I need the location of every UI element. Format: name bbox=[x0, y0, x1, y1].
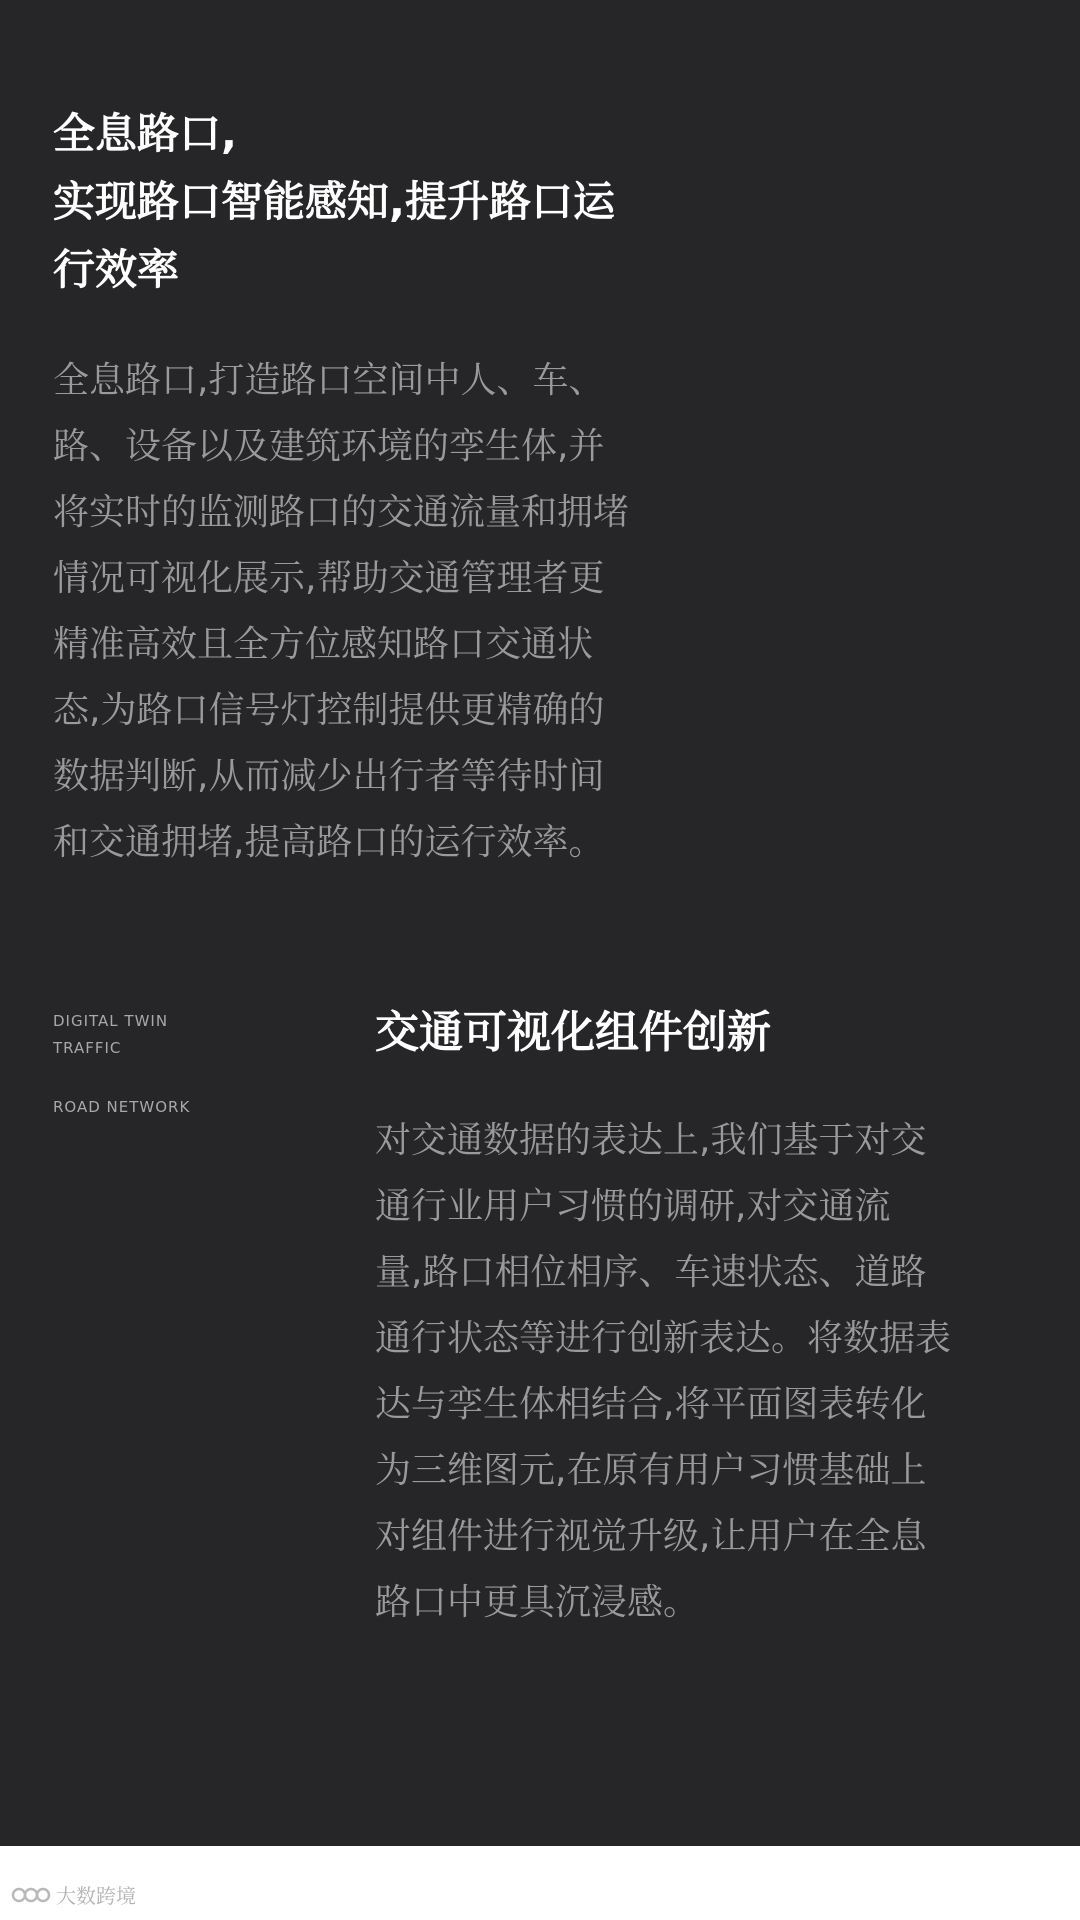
hero-title bbox=[53, 100, 733, 304]
section-description-line: 为三维图元,在原有用户习惯基础上 bbox=[375, 1450, 927, 1491]
tag-road-network: ROAD NETWORK bbox=[53, 1098, 191, 1116]
section-description-line: 量,路口相位相序、车速状态、道路 bbox=[375, 1252, 927, 1293]
hero-title-line: 实现路口智能感知,提升路口运 bbox=[53, 177, 615, 226]
tag-list bbox=[53, 1008, 313, 1121]
section-title: 交通可视化组件创新 bbox=[375, 1007, 771, 1058]
hero-description-line: 态,为路口信号灯控制提供更精确的 bbox=[53, 690, 605, 731]
hero-description bbox=[53, 348, 713, 876]
tag-digital-twin: DIGITAL TWIN bbox=[53, 1012, 169, 1030]
watermark-text: 大数跨境 bbox=[56, 1884, 136, 1908]
hero-title-line: 全息路口, bbox=[53, 109, 237, 158]
section-description-line: 通行状态等进行创新表达。将数据表 bbox=[375, 1318, 952, 1359]
hero-description-line: 数据判断,从而减少出行者等待时间 bbox=[53, 756, 605, 797]
hero-description-line: 全息路口,打造路口空间中人、车、 bbox=[53, 360, 605, 401]
section-description-line: 达与孪生体相结合,将平面图表转化 bbox=[375, 1384, 927, 1425]
hero-description-line: 路、设备以及建筑环境的孪生体,并 bbox=[53, 426, 605, 467]
watermark bbox=[10, 1880, 136, 1909]
section-description-line: 对组件进行视觉升级,让用户在全息 bbox=[375, 1516, 927, 1557]
section-description-line: 通行业用户习惯的调研,对交通流 bbox=[375, 1186, 891, 1227]
hero-description-line: 情况可视化展示,帮助交通管理者更 bbox=[53, 558, 605, 599]
section-description bbox=[375, 1108, 1055, 1636]
section-description-line: 对交通数据的表达上,我们基于对交 bbox=[375, 1120, 927, 1161]
hero-title-line: 行效率 bbox=[53, 245, 180, 294]
tag-traffic: TRAFFIC bbox=[53, 1039, 122, 1057]
hero-description-line: 和交通拥堵,提高路口的运行效率。 bbox=[53, 822, 605, 863]
watermark-logo-icon bbox=[10, 1883, 52, 1907]
hero-description-line: 将实时的监测路口的交通流量和拥堵 bbox=[53, 492, 630, 533]
hero-description-line: 精准高效且全方位感知路口交通状 bbox=[53, 624, 594, 665]
section-description-line: 路口中更具沉浸感。 bbox=[375, 1582, 700, 1623]
